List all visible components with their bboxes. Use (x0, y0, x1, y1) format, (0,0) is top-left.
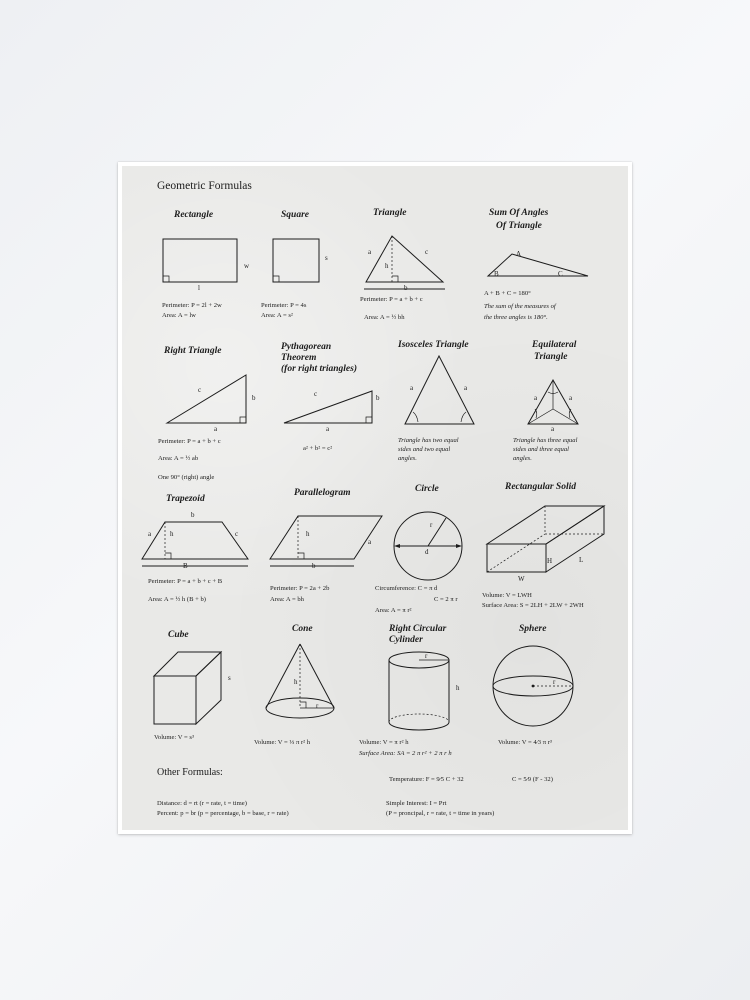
trapezoid-h-label: h (170, 530, 174, 538)
pythagorean-b-label: b (376, 394, 380, 402)
sum-angles-c-label: C (558, 270, 563, 278)
parallelogram-h-label: h (306, 530, 310, 538)
cylinder-volume: Volume: V = π r² h (359, 739, 409, 746)
pythagorean-formula: a² + b² = c² (303, 445, 333, 452)
cone-diagram (266, 644, 334, 718)
rectangle-diagram (163, 239, 237, 282)
percent-formula: Percent: p = br (p = percentage, b = base, r = rate) (157, 810, 289, 817)
cube-heading: Cube (168, 630, 189, 640)
equilateral-heading-1: Equilateral (532, 340, 577, 350)
sum-angles-note-2: the three angles is 180°. (484, 314, 548, 321)
sum-of-angles-diagram (488, 254, 588, 276)
square-area: Area: A = s² (261, 312, 293, 319)
circle-area: Area: A = π r² (375, 607, 412, 614)
pythagorean-heading-2: Theorem (281, 353, 317, 363)
rect-solid-l-label: L (579, 556, 584, 564)
square-perimeter: Perimeter: P = 4s (261, 302, 307, 309)
trapezoid-a-label: a (148, 530, 152, 538)
rect-solid-w-label: W (518, 575, 525, 583)
trapezoid-b-label: b (191, 511, 195, 519)
formula-sheet (122, 166, 628, 830)
isosceles-note-3: angles. (398, 455, 417, 462)
right-triangle-b-label: b (252, 394, 256, 402)
trapezoid-area: Area: A = ½ h (B + b) (148, 596, 206, 603)
trapezoid-diagram (142, 522, 248, 566)
triangle-heading: Triangle (373, 208, 407, 218)
parallelogram-b-label: b (312, 562, 316, 570)
right-triangle-area: Area: A = ½ ab (158, 455, 199, 462)
parallelogram-perimeter: Perimeter: P = 2a + 2b (270, 585, 330, 592)
rect-solid-heading: Rectangular Solid (505, 482, 576, 492)
cylinder-r-label: r (425, 652, 428, 660)
rect-solid-h-label: H (547, 557, 553, 565)
parallelogram-a-label: a (368, 538, 372, 546)
pythagorean-diagram (284, 391, 372, 423)
pythagorean-c-label: c (314, 390, 318, 398)
distance-formula: Distance: d = rt (r = rate, t = time) (157, 800, 247, 807)
triangle-b-label: b (404, 284, 408, 292)
circle-d-label: d (425, 548, 429, 556)
rect-solid-surface: Surface Area: S = 2LH + 2LW + 2WH (482, 602, 584, 609)
pythagorean-heading-3: (for right triangles) (281, 364, 358, 374)
isosceles-heading: Isosceles Triangle (398, 340, 469, 350)
equilateral-note-1: Triangle has three equal (513, 437, 578, 444)
pythagorean-a-label: a (326, 425, 330, 433)
rectangle-l-label: l (198, 284, 200, 292)
sphere-diagram (493, 646, 573, 726)
circle-diagram (394, 512, 462, 580)
cylinder-heading-2: Cylinder (389, 635, 423, 645)
parallelogram-heading: Parallelogram (294, 488, 351, 498)
trapezoid-c-label: c (235, 530, 239, 538)
triangle-perimeter: Perimeter: P = a + b + c (360, 296, 423, 303)
square-diagram (273, 239, 319, 282)
sum-angles-heading-2: Of Triangle (496, 221, 542, 231)
cone-heading: Cone (292, 624, 313, 634)
equilateral-note-2: sides and three equal (513, 446, 569, 453)
parallelogram-area: Area: A = bh (270, 596, 304, 603)
cone-volume: Volume: V = ⅓ π r² h (254, 739, 311, 746)
trapezoid-perimeter: Perimeter: P = a + b + c + B (148, 578, 223, 585)
triangle-a-label: a (368, 248, 372, 256)
right-triangle-perimeter: Perimeter: P = a + b + c (158, 438, 221, 445)
cylinder-diagram (389, 652, 449, 730)
parallelogram-diagram (270, 516, 382, 566)
cylinder-heading-1: Right Circular (389, 624, 447, 634)
right-triangle-c-label: c (198, 386, 202, 394)
rectangle-perimeter: Perimeter: P = 2l + 2w (162, 302, 222, 309)
cylinder-surface: Surface Area: SA = 2 π r² + 2 π r h (359, 750, 452, 757)
circle-circumference-radius: C = 2 π r (434, 596, 458, 603)
pythagorean-heading-1: Pythagorean (281, 342, 332, 352)
page-title: Geometric Formulas (157, 180, 252, 192)
sum-angles-heading-1: Sum Of Angles (489, 208, 549, 218)
isosceles-a-label-left: a (410, 384, 414, 392)
sphere-volume: Volume: V = 4⁄3 π r³ (498, 739, 552, 746)
temperature-formula: Temperature: F = 9⁄5 C + 32 (389, 776, 464, 783)
simple-interest-formula: Simple Interest: I = Prt (386, 800, 447, 807)
rectangle-w-label: w (244, 262, 250, 270)
rectangle-heading: Rectangle (174, 210, 214, 220)
cube-s-label: s (228, 674, 231, 682)
other-formulas-heading: Other Formulas: (157, 767, 223, 778)
triangle-c-label: c (425, 248, 429, 256)
equilateral-a-label-bottom: a (551, 425, 555, 433)
right-triangle-heading: Right Triangle (164, 346, 222, 356)
triangle-diagram (364, 236, 445, 289)
circle-r-label: r (430, 521, 433, 529)
sum-angles-b-label: B (494, 270, 499, 278)
equilateral-heading-2: Triangle (534, 352, 568, 362)
rectangle-area: Area: A = lw (162, 312, 196, 319)
equilateral-a-label-left: a (534, 394, 538, 402)
circle-circumference: Circumference: C = π d (375, 585, 438, 592)
rectangular-solid-diagram (487, 506, 604, 572)
isosceles-a-label-right: a (464, 384, 468, 392)
trapezoid-heading: Trapezoid (166, 494, 205, 504)
simple-interest-variables: (P = proncipal, r = rate, t = time in years) (386, 810, 495, 817)
right-triangle-note: One 90° (right) angle (158, 474, 215, 481)
triangle-area: Area: A = ½ bh (364, 314, 405, 321)
cube-volume: Volume: V = s³ (154, 734, 194, 741)
sum-angles-note-1: The sum of the measures of (484, 303, 556, 310)
triangle-h-label: h (385, 262, 389, 270)
isosceles-note-2: sides and two equal (398, 446, 451, 453)
cone-h-label: h (294, 678, 298, 686)
square-heading: Square (281, 210, 309, 220)
sphere-r-label: r (553, 678, 556, 686)
right-triangle-a-label: a (214, 425, 218, 433)
sum-angles-formula: A + B + C = 180° (484, 290, 531, 297)
isosceles-note-1: Triangle has two equal (398, 437, 459, 444)
cone-r-label: r (316, 702, 319, 710)
equilateral-note-3: angles. (513, 455, 532, 462)
right-triangle-diagram (167, 375, 246, 423)
rect-solid-volume: Volume: V = LWH (482, 592, 532, 599)
celsius-formula: C = 5⁄9 (F - 32) (512, 776, 553, 783)
poster-frame (118, 162, 632, 834)
sphere-heading: Sphere (519, 624, 547, 634)
trapezoid-B-label: B (183, 562, 188, 570)
cylinder-h-label: h (456, 684, 460, 692)
equilateral-a-label-right: a (569, 394, 573, 402)
circle-heading: Circle (415, 484, 439, 494)
cube-diagram (154, 652, 221, 724)
square-s-label: s (325, 254, 328, 262)
sum-angles-a-label: A (516, 250, 522, 258)
